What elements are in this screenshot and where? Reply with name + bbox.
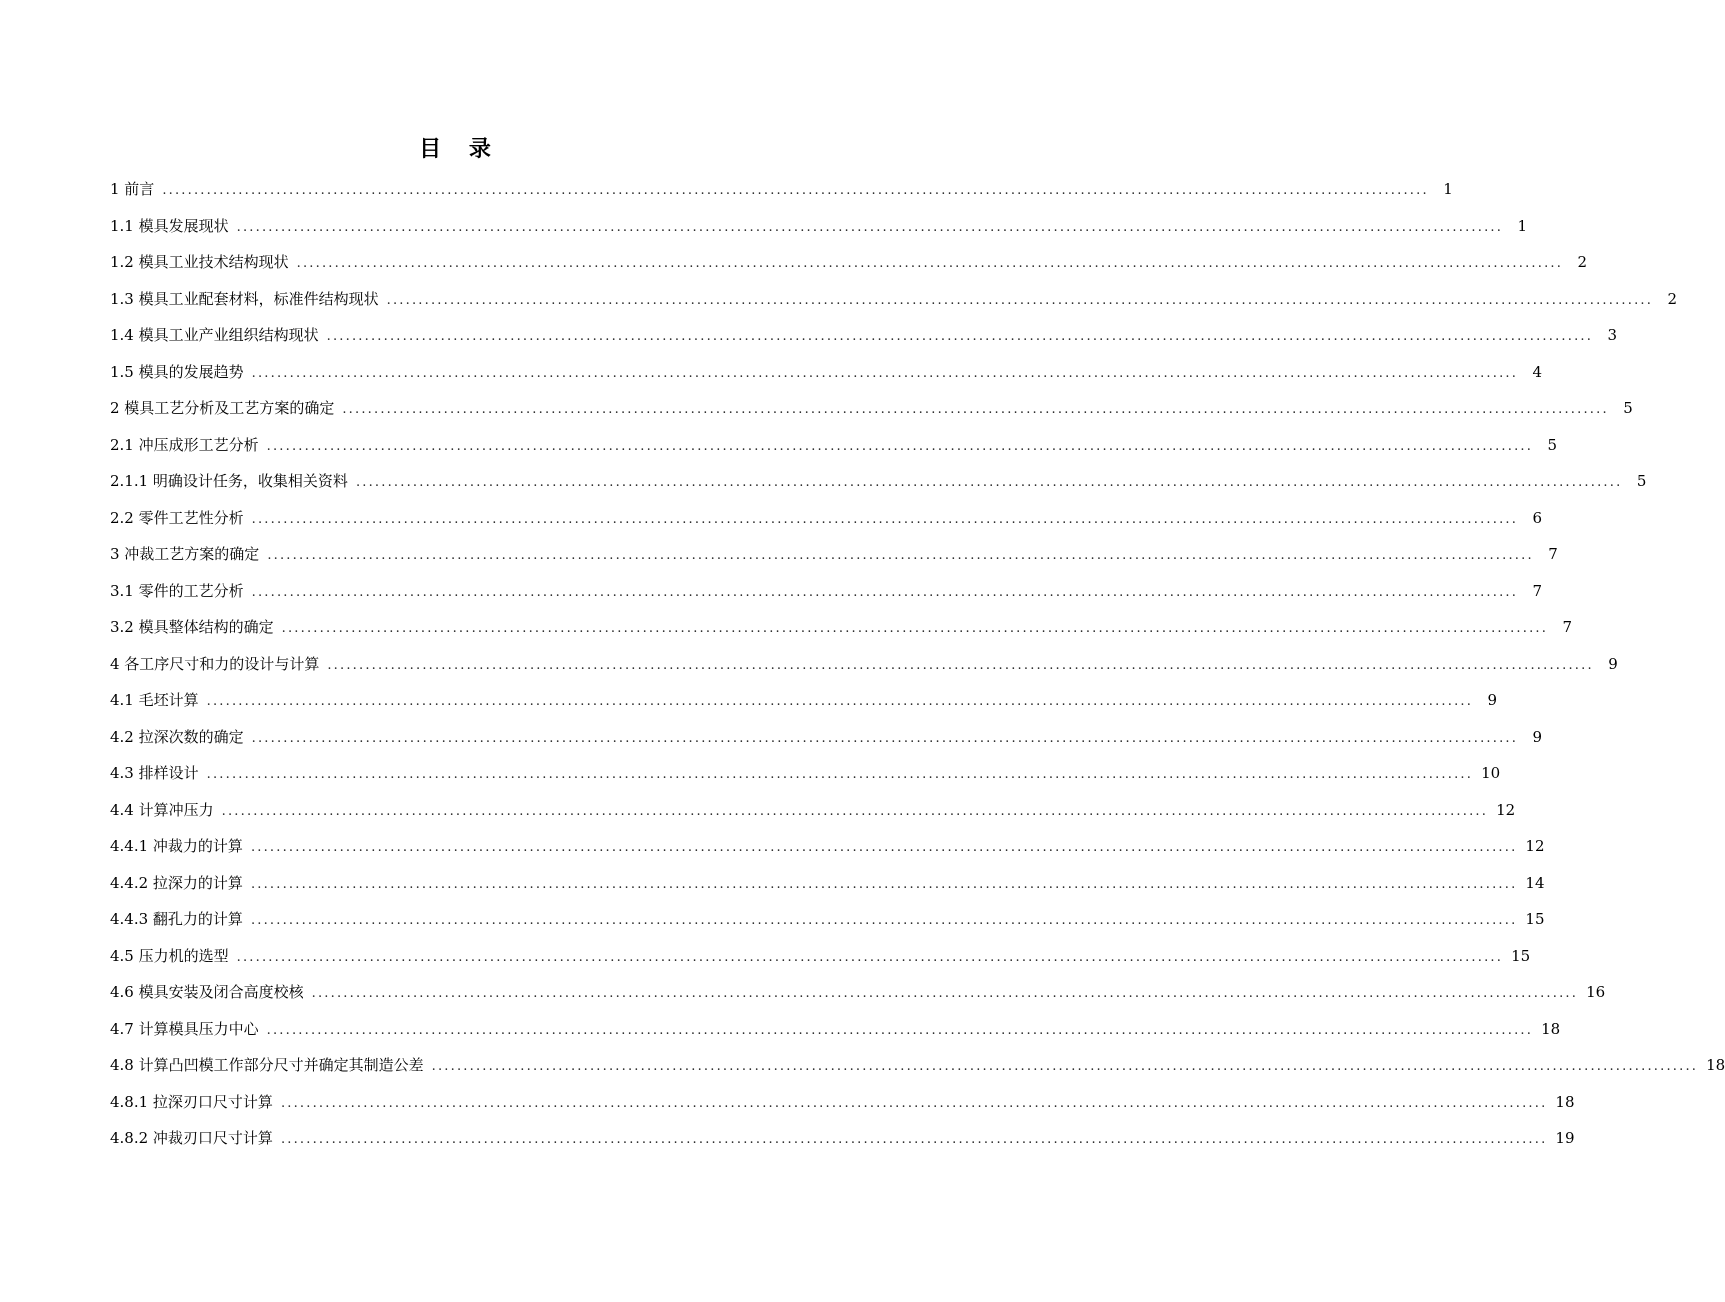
toc-entry[interactable] (110, 354, 1543, 391)
toc-entry-label: 4.8 计算凸凹模工作部分尺寸并确定其制造公差 (110, 1056, 424, 1074)
toc-entry-label: 4.6 模具安装及闭合高度校核 (110, 983, 304, 1001)
toc-entry[interactable] (110, 427, 1558, 464)
toc-dot-leader: ........................................................................................................................................................................................................ (206, 767, 1474, 782)
toc-dot-leader: ........................................................................................................................................................................................................ (281, 621, 1549, 636)
toc-entry-label: 4.4.1 冲裁力的计算 (110, 837, 243, 855)
toc-entry[interactable] (110, 938, 1531, 975)
toc-entry-page-number: 15 (1511, 946, 1531, 965)
toc-entry[interactable] (110, 1084, 1575, 1121)
toc-entry-label: 3 冲裁工艺方案的确定 (110, 545, 260, 563)
toc-entry-page-number: 12 (1525, 837, 1545, 855)
toc-dot-leader: ........................................................................................................................................................................................................ (236, 949, 1504, 965)
toc-entry[interactable] (110, 974, 1606, 1011)
toc-dot-leader: ........................................................................................................................................................................................................ (221, 803, 1489, 819)
toc-entry[interactable] (110, 1011, 1561, 1048)
toc-entry[interactable] (110, 865, 1545, 902)
toc-dot-leader: ........................................................................................................................................................................................................ (280, 1095, 1548, 1111)
toc-entry-page-number: 3 (1607, 326, 1618, 344)
toc-dot-leader: ........................................................................................................................................................................................................ (250, 876, 1518, 892)
toc-dot-leader: ........................................................................................................................................................................................................ (251, 511, 1519, 527)
toc-entry[interactable] (110, 208, 1528, 245)
toc-entry-page-number: 2 (1667, 289, 1678, 308)
toc-entry-label: 1.2 模具工业技术结构现状 (110, 253, 289, 271)
toc-entry-label: 4.4.3 翻孔力的计算 (110, 910, 243, 928)
toc-entry[interactable] (110, 390, 1633, 427)
toc-dot-leader: ........................................................................................................................................................................................................ (206, 694, 1474, 709)
toc-entry-page-number: 19 (1555, 1129, 1575, 1147)
toc-entry[interactable] (110, 500, 1543, 537)
toc-entry-label: 2.2 零件工艺性分析 (110, 508, 244, 527)
toc-entry-page-number: 18 (1706, 1056, 1725, 1074)
toc-entry-label: 3.1 零件的工艺分析 (110, 581, 244, 600)
toc-entry-page-number: 16 (1586, 983, 1606, 1001)
toc-entry-page-number: 18 (1541, 1019, 1561, 1038)
toc-dot-leader: ........................................................................................................................................................................................................ (431, 1059, 1699, 1074)
toc-entry[interactable] (110, 244, 1588, 281)
toc-dot-leader: ........................................................................................................................................................................................................ (267, 548, 1534, 563)
toc-entry-label: 1 前言 (110, 180, 155, 198)
toc-entry-page-number: 9 (1608, 654, 1618, 673)
toc-entry[interactable] (110, 719, 1543, 756)
toc-entry[interactable] (110, 1120, 1575, 1157)
toc-entry-page-number: 5 (1636, 472, 1647, 490)
toc-dot-leader: ........................................................................................................................................................................................................ (326, 329, 1594, 344)
toc-entry[interactable] (110, 1047, 1725, 1084)
toc-dot-leader: ........................................................................................................................................................................................................ (236, 219, 1504, 235)
toc-entry[interactable] (110, 828, 1545, 865)
toc-entry-label: 1.3 模具工业配套材料，标准件结构现状 (110, 289, 379, 308)
toc-entry[interactable] (110, 281, 1678, 318)
toc-entry-page-number: 9 (1487, 691, 1498, 709)
toc-entry-page-number: 6 (1532, 508, 1543, 527)
toc-entry-page-number: 7 (1562, 618, 1573, 636)
toc-entry-page-number: 14 (1525, 873, 1545, 892)
toc-dot-leader: ........................................................................................................................................................................................................ (250, 913, 1518, 928)
toc-entry-label: 1.4 模具工业产业组织结构现状 (110, 326, 319, 344)
toc-entry[interactable] (110, 536, 1558, 573)
toc-entry[interactable] (110, 171, 1453, 208)
toc-dot-leader: ........................................................................................................................................................................................................ (296, 256, 1564, 271)
toc-entry-label: 3.2 模具整体结构的确定 (110, 618, 274, 636)
toc-dot-leader: ........................................................................................................................................................................................................ (311, 986, 1579, 1001)
table-of-contents (110, 171, 1725, 1157)
toc-dot-leader: ........................................................................................................................................................................................................ (266, 1022, 1534, 1038)
toc-entry[interactable] (110, 609, 1573, 646)
toc-dot-leader: ........................................................................................................................................................................................................ (386, 292, 1654, 308)
toc-dot-leader: ........................................................................................................................................................................................................ (266, 438, 1534, 454)
toc-entry-label: 4.4 计算冲压力 (110, 800, 214, 819)
toc-entry-page-number: 4 (1532, 362, 1543, 381)
toc-entry-label: 4.8.1 拉深刃口尺寸计算 (110, 1092, 273, 1111)
toc-entry-page-number: 1 (1443, 180, 1453, 198)
toc-entry[interactable] (110, 463, 1647, 500)
toc-entry[interactable] (110, 646, 1618, 683)
toc-entry-label: 4.5 压力机的选型 (110, 946, 229, 965)
toc-entry-label: 4.8.2 冲裁刃口尺寸计算 (110, 1129, 273, 1147)
toc-entry-label: 4.3 排样设计 (110, 764, 199, 782)
toc-dot-leader: ........................................................................................................................................................................................................ (280, 1132, 1548, 1147)
toc-entry-label: 4.2 拉深次数的确定 (110, 727, 244, 746)
toc-dot-leader: ........................................................................................................................................................................................................ (327, 657, 1594, 673)
toc-entry[interactable] (110, 792, 1516, 829)
toc-entry-label: 2.1 冲压成形工艺分析 (110, 435, 259, 454)
toc-entry-page-number: 10 (1481, 764, 1501, 782)
toc-entry-page-number: 9 (1532, 727, 1543, 746)
toc-entry-page-number: 7 (1532, 581, 1543, 600)
toc-entry-page-number: 7 (1548, 545, 1558, 563)
toc-entry-page-number: 15 (1525, 910, 1545, 928)
toc-entry-label: 2 模具工艺分析及工艺方案的确定 (110, 399, 335, 417)
toc-dot-leader: ........................................................................................................................................................................................................ (250, 840, 1518, 855)
toc-entry[interactable] (110, 682, 1498, 719)
page-title: 目 录 (419, 137, 501, 162)
toc-entry[interactable] (110, 317, 1618, 354)
toc-entry-page-number: 2 (1577, 253, 1588, 271)
toc-dot-leader: ........................................................................................................................................................................................................ (162, 183, 1429, 198)
toc-entry[interactable] (110, 901, 1545, 938)
toc-entry-label: 2.1.1 明确设计任务，收集相关资料 (110, 472, 348, 490)
toc-entry-label: 4.7 计算模具压力中心 (110, 1019, 259, 1038)
toc-entry-page-number: 18 (1555, 1092, 1575, 1111)
toc-entry-label: 4.1 毛坯计算 (110, 691, 199, 709)
toc-entry[interactable] (110, 573, 1543, 610)
toc-entry-page-number: 5 (1623, 399, 1633, 417)
toc-entry-page-number: 1 (1517, 216, 1528, 235)
toc-dot-leader: ........................................................................................................................................................................................................ (355, 475, 1623, 490)
toc-dot-leader: ........................................................................................................................................................................................................ (342, 402, 1609, 417)
toc-entry-label: 4 各工序尺寸和力的设计与计算 (110, 654, 320, 673)
toc-entry[interactable] (110, 755, 1501, 792)
toc-entry-page-number: 5 (1547, 435, 1558, 454)
toc-dot-leader: ........................................................................................................................................................................................................ (251, 365, 1519, 381)
toc-entry-page-number: 12 (1496, 800, 1516, 819)
toc-entry-label: 1.5 模具的发展趋势 (110, 362, 244, 381)
toc-entry-label: 4.4.2 拉深力的计算 (110, 873, 243, 892)
toc-entry-label: 1.1 模具发展现状 (110, 216, 229, 235)
toc-dot-leader: ........................................................................................................................................................................................................ (251, 730, 1519, 746)
toc-dot-leader: ........................................................................................................................................................................................................ (251, 584, 1519, 600)
